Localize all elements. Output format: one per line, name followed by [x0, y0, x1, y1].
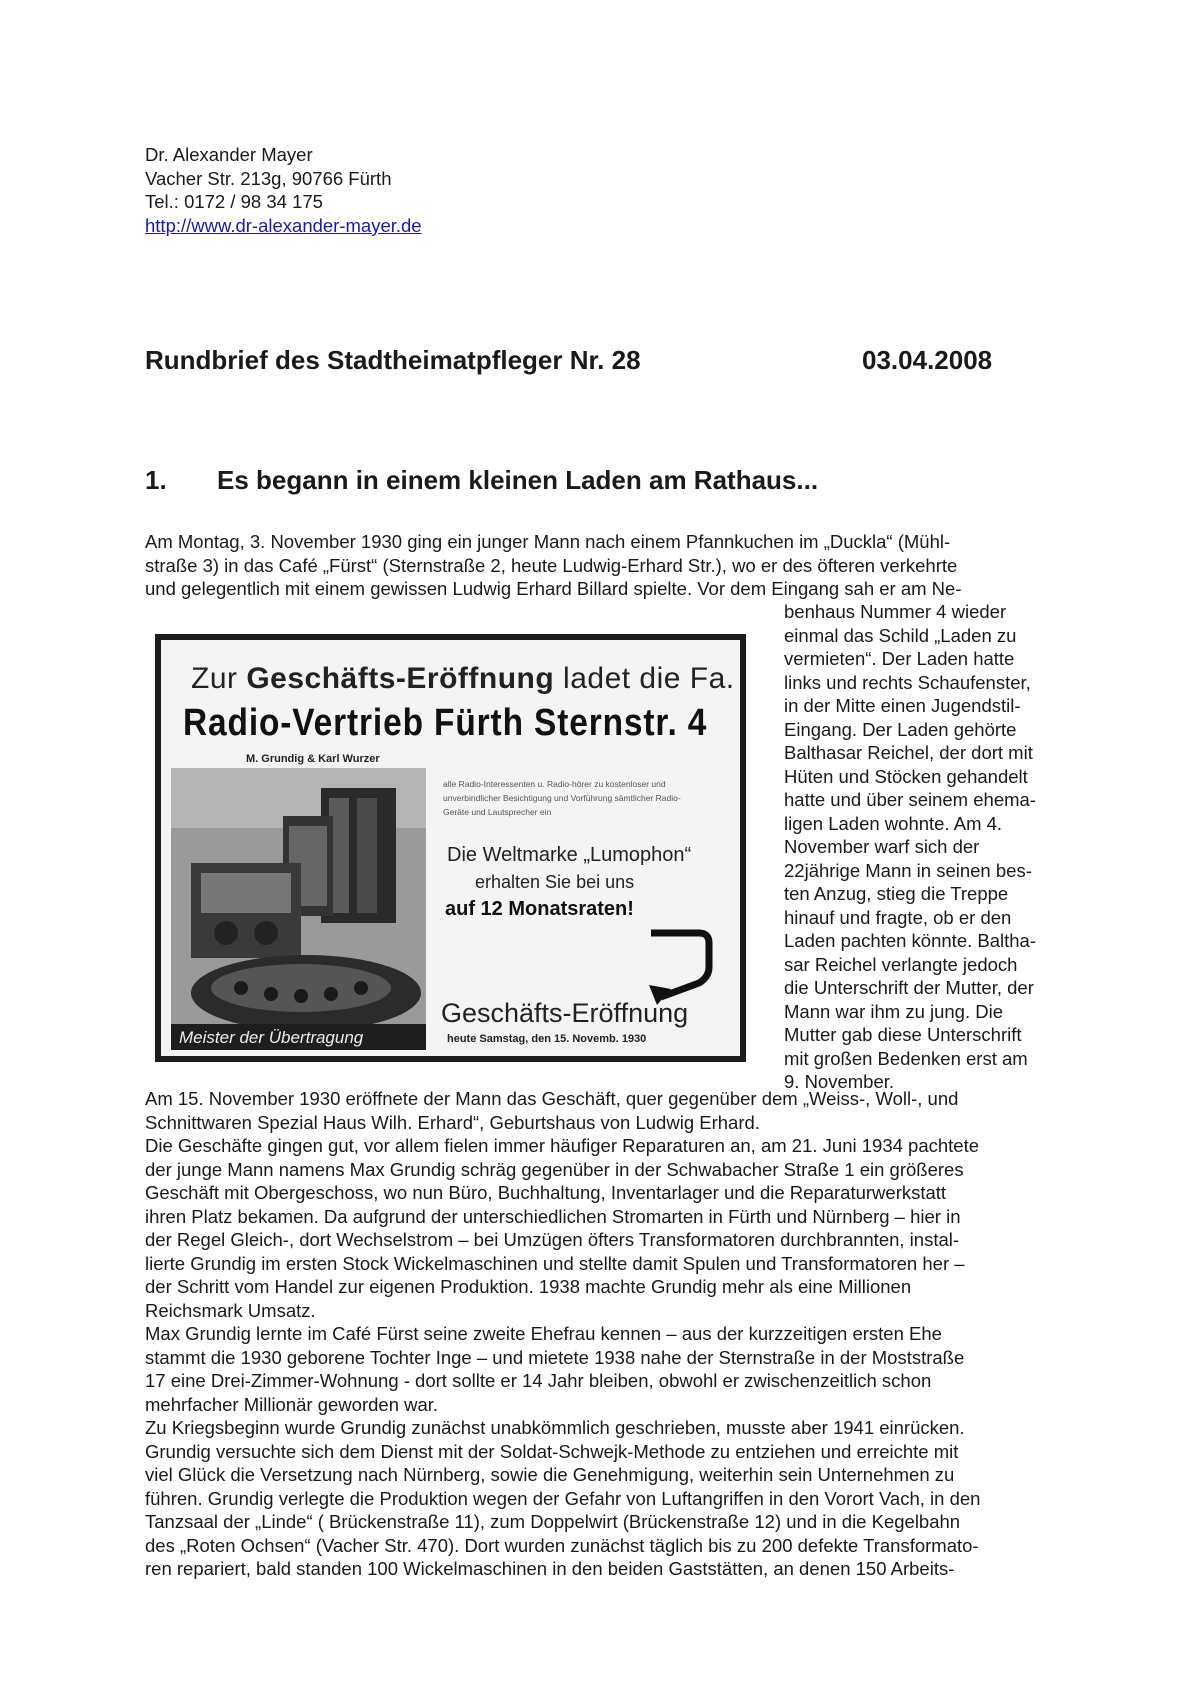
text-line: stammt die 1930 geborene Tochter Inge – und mietete 1938 nahe der Sternstraße in der Moststraße — [145, 1346, 965, 1368]
text-line: benhaus Nummer 4 wieder — [784, 601, 1007, 622]
ad-brand-subline: erhalten Sie bei uns — [475, 872, 635, 892]
text-line: hinauf und fragte, ob er den — [784, 906, 1012, 928]
ad-brand: Die Weltmarke „Lumophon“ — [447, 844, 692, 866]
text-line: der Schritt vom Handel zur eigenen Produktion. 1938 machte Grundig mehr als eine Millionen — [145, 1276, 912, 1297]
text-line: der Regel Gleich-, dort Wechselstrom – bei Umzügen öfters Transformatoren durchbrannten, instal- — [145, 1229, 960, 1250]
document-title: Rundbrief des Stadtheimatpfleger Nr. 28 — [145, 345, 641, 375]
text-line: mit großen Bedenken erst am — [784, 1047, 1028, 1069]
text-line: lierte Grundig im ersten Stock Wickelmaschinen und stellte damit Spulen und Transformatoren her – — [145, 1252, 965, 1274]
radio-photo — [171, 768, 426, 1050]
text-line: Am Montag, 3. November 1930 ging ein junger Mann nach einem Pfannkuchen im „Duckla“ (Mühl- — [145, 531, 951, 552]
text-line: Hüten und Stöcken gehandelt — [784, 765, 1028, 787]
text-line: Grundig versuchte sich dem Dienst mit der Soldat-Schwejk-Methode zu entziehen und erreichte mit — [145, 1440, 959, 1462]
text-line: Schnittwaren Spezial Haus Wilh. Erhard“, Geburtshaus von Ludwig Erhard. — [145, 1111, 760, 1133]
ad-small-print: alle Radio-Interessenten u. Radio-hörer zu kostenloser und unverbindlicher Besichtigung und Vorführung sämtlicher Radio-Geräte und Lautsprecher ein — [443, 779, 681, 817]
intro-paragraph — [145, 530, 962, 601]
text-line: Balthasar Reichel, der dort mit — [784, 742, 1033, 763]
text-line: Mann war ihm zu jung. Die — [784, 1000, 1004, 1022]
text-line: hatte und über seinem ehema- — [784, 789, 1036, 810]
text-line: Am 15. November 1930 eröffnete der Mann das Geschäft, quer gegenüber dem „Weiss-, Woll-, und — [145, 1088, 959, 1109]
ad-headline: Radio-Vertrieb Fürth Sternstr. 4 — [183, 702, 708, 744]
ad-rates: auf 12 Monatsraten! — [445, 898, 634, 920]
text-line: einmal das Schild „Laden zu — [784, 624, 1017, 646]
letterhead — [145, 143, 422, 237]
text-line: links und rechts Schaufenster, — [784, 671, 1031, 693]
section-heading — [145, 465, 818, 496]
text-line: Die Geschäfte gingen gut, vor allem fielen immer häufiger Reparaturen an, am 21. Juni 1934 pachtete — [145, 1135, 980, 1156]
advertisement-panel — [161, 640, 740, 1056]
author-address: Vacher Str. 213g, 90766 Fürth — [145, 167, 392, 189]
text-line: straße 3) in das Café „Fürst“ (Sternstraße 2, heute Ludwig-Erhard Str.), wo er des öfteren verkehrte — [145, 554, 958, 576]
text-line: Reichsmark Umsatz. — [145, 1299, 316, 1321]
text-line: 9. November. — [784, 1071, 895, 1092]
text-line: Geschäft mit Obergeschoss, wo nun Büro, Buchhaltung, Inventarlager und die Reparaturwerkstatt — [145, 1182, 947, 1203]
text-line: November warf sich der — [784, 836, 980, 857]
ad-owners: M. Grundig & Karl Wurzer — [246, 753, 380, 765]
text-line: führen. Grundig verlegte die Produktion wegen der Gefahr von Luftangriffen in den Vorort Vach, in den — [145, 1487, 981, 1509]
text-line: Mutter gab diese Unterschrift — [784, 1024, 1022, 1045]
text-line: sar Reichel verlangte jedoch — [784, 953, 1018, 975]
text-line: der junge Mann namens Max Grundig schräg gegenüber in der Schwabacher Straße 1 ein größeres — [145, 1158, 964, 1180]
text-line: ligen Laden wohnte. Am 4. — [784, 812, 1003, 834]
text-line: ren repariert, bald standen 100 Wickelmaschinen in den beiden Gaststätten, an denen 150 Arbeits- — [145, 1558, 955, 1579]
section-title: Es begann in einem kleinen Laden am Rathaus... — [217, 465, 819, 495]
ad-photo-caption: Meister der Übertragung — [179, 1028, 364, 1047]
text-line: Eingang. Der Laden gehörte — [784, 718, 1017, 740]
ad-opening: Geschäfts-Eröffnung — [441, 998, 689, 1028]
text-line: die Unterschrift der Mutter, der — [784, 977, 1034, 998]
document-date: 03.04.2008 — [862, 345, 993, 375]
text-line: 22jährige Mann in seinen bes- — [784, 859, 1032, 881]
text-line: mehrfacher Millionär geworden war. — [145, 1393, 439, 1415]
text-line: Tanzsaal der „Linde“ ( Brückenstraße 11), zum Doppelwirt (Brückenstraße 12) und in die Kegelbahn — [145, 1511, 961, 1532]
text-line: ten Anzug, stieg die Treppe — [784, 883, 1009, 904]
text-line: vermieten“. Der Laden hatte — [784, 648, 1015, 669]
newspaper-advertisement — [155, 634, 746, 1062]
text-line: des „Roten Ochsen“ (Vacher Str. 470). Dort wurden zunächst täglich bis zu 200 defekte Transformato- — [145, 1534, 979, 1556]
text-line: viel Glück die Versetzung nach Nürnberg, sowie die Genehmigung, weiterhin sein Unternehmen zu — [145, 1464, 955, 1485]
author-website-link[interactable]: http://www.dr-alexander-mayer.de — [145, 214, 422, 236]
ad-opening-date: heute Samstag, den 15. Novemb. 1930 — [447, 1033, 647, 1045]
text-line: ihren Platz bekamen. Da aufgrund der unterschiedlichen Stromarten in Fürth und Nürnberg – hier in — [145, 1205, 961, 1227]
main-body-text — [145, 1087, 980, 1581]
text-line: Zu Kriegsbeginn wurde Grundig zunächst unabkömmlich geschrieben, musste aber 1941 einrücken. — [145, 1417, 965, 1438]
text-line: 17 eine Drei-Zimmer-Wohnung - dort sollte er 14 Jahr bleiben, obwohl er zwischenzeitlich schon — [145, 1370, 932, 1391]
text-line: Laden pachten könnte. Baltha- — [784, 930, 1036, 951]
ad-invitation-line: Zur Geschäfts-Eröffnung ladet die Fa. — [191, 662, 735, 695]
text-line: in der Mitte einen Jugendstil- — [784, 695, 1021, 716]
author-name: Dr. Alexander Mayer — [145, 144, 313, 165]
text-beside-advertisement — [784, 600, 1036, 1094]
section-number: 1. — [145, 465, 167, 495]
author-phone: Tel.: 0172 / 98 34 175 — [145, 191, 323, 212]
document-title-row — [145, 345, 1005, 376]
text-line: Max Grundig lernte im Café Fürst seine zweite Ehefrau kennen – aus der kurzzeitigen ersten Ehe — [145, 1323, 942, 1344]
text-line: und gelegentlich mit einem gewissen Ludwig Erhard Billard spielte. Vor dem Eingang sah er am Ne- — [145, 578, 962, 599]
